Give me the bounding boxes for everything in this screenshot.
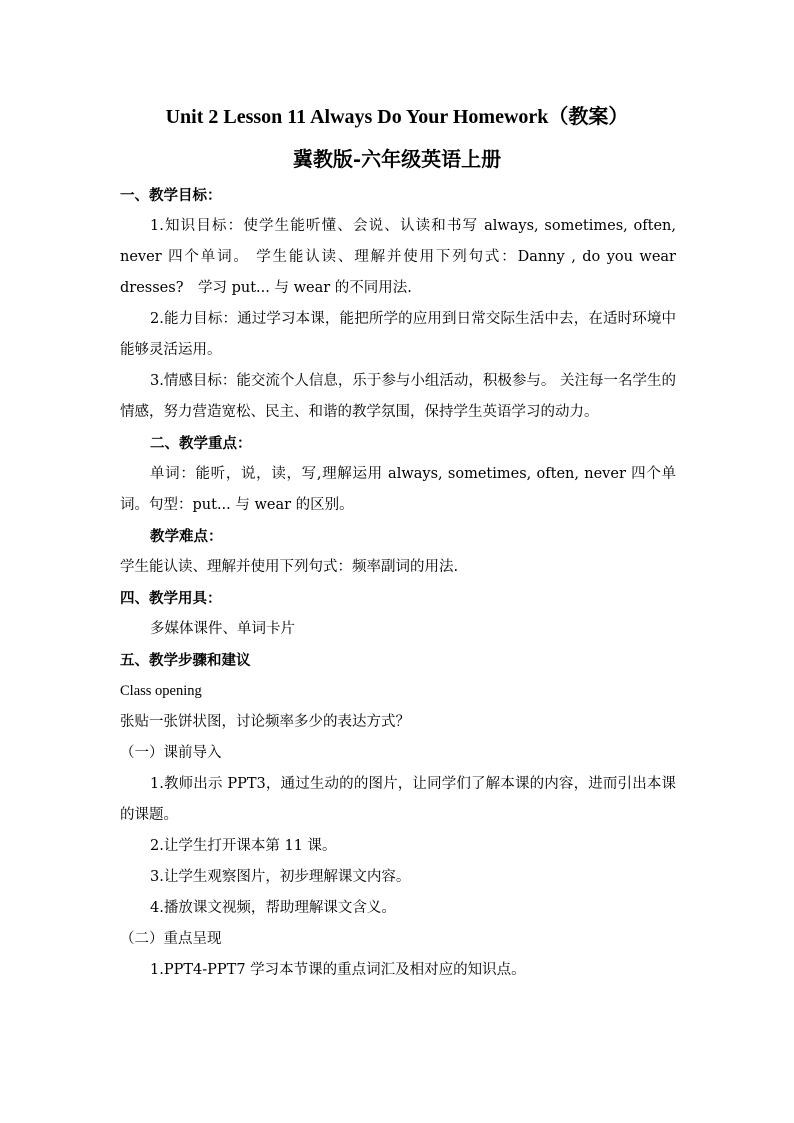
objective-knowledge: 1.知识目标：使学生能听懂、会说、认读和书写 always, sometimes, often, never 四个单词。 学生能认读、理解并使用下列句式：Danny , do you wear dresses? 学习 put... 与 wear 的不同用法. (120, 218, 676, 296)
tools-heading: 四、教学用具： (120, 590, 222, 607)
intro-step-2: 2.让学生打开课本第 11 课。 (150, 838, 337, 854)
class-opening-label: Class opening (120, 683, 202, 699)
difficulty-text: 学生能认读、理解并使用下列句式：频率副词的用法. (120, 559, 459, 575)
document-body (120, 180, 676, 986)
intro-step-3: 3.让学生观察图片，初步理解课文内容。 (150, 869, 411, 885)
steps-heading: 五、教学步骤和建议 (120, 652, 251, 669)
intro-step-1: 1.教师出示 PPT3，通过生动的的图片，让同学们了解本课的内容，进而引出本课的课题。 (120, 776, 676, 823)
presentation-step-1: 1.PPT4-PPT7 学习本节课的重点词汇及相对应的知识点。 (150, 962, 526, 978)
document-subtitle: 冀教版-六年级英语上册 (292, 147, 502, 171)
opening-text: 张贴一张饼状图，讨论频率多少的表达方式？ (120, 714, 410, 730)
keypoints-heading: 二、教学重点： (150, 435, 252, 452)
intro-step-4: 4.播放课文视频，帮助理解课文含义。 (150, 900, 396, 916)
document-title: Unit 2 Lesson 11 Always Do Your Homework（教案） (165, 106, 629, 128)
objective-emotion: 3.情感目标：能交流个人信息，乐于参与小组活动，积极参与。 关注每一名学生的情感，努力营造宽松、民主、和谐的教学氛围，保持学生英语学习的动力。 (120, 373, 676, 420)
difficulty-heading: 教学难点： (150, 528, 223, 545)
presentation-heading: （二）重点呈现 (120, 931, 222, 947)
tools-text: 多媒体课件、单词卡片 (150, 621, 295, 637)
objective-ability: 2.能力目标：通过学习本课，能把所学的应用到日常交际生活中去，在适时环境中能够灵活运用。 (120, 311, 676, 358)
objectives-heading: 一、教学目标： (120, 187, 222, 204)
keypoints-text: 单词：能听，说，读，写,理解运用 always, sometimes, often, never 四个单词。句型：put... 与 wear 的区别。 (120, 466, 676, 513)
intro-heading: （一）课前导入 (120, 745, 222, 761)
